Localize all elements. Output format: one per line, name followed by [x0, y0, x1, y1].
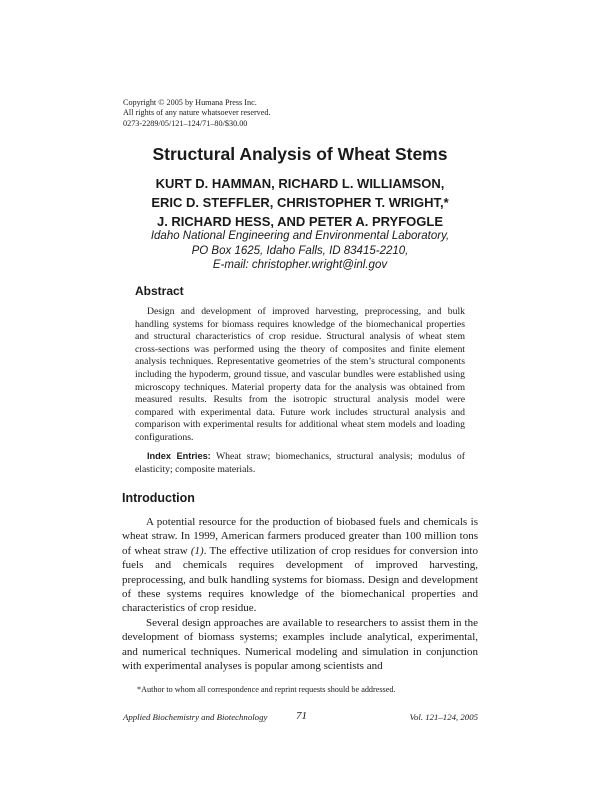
- index-entries: [135, 450, 465, 476]
- paper-title: Structural Analysis of Wheat Stems: [152, 144, 448, 164]
- author-list: [0, 174, 600, 231]
- intro-paragraph-2: Several design approaches are available to researchers to assist them in the development of biomass systems; examples include analytical, experimental, and numerical techniques. Numerical modeling and simulation in conjunction with experimental analyses is popular among scientists and: [122, 616, 478, 673]
- reference-1: (1): [190, 544, 204, 557]
- index-entries-label: Index Entries:: [147, 451, 211, 461]
- abstract-text: Design and development of improved harvesting, preprocessing, and bulk handling systems for biomass requires knowledge of the biomechanical properties and structural characteristics of crop residue. Structural analysis of wheat stem cross-sections was performed using the theory of composites and finite element analysis techniques. Representative geometries of the stem’s structural components including the hypoderm, ground tissue, and vascular bundles were established using microscopy techniques. Material property data for the analysis was obtained from measured results. Results from the isotropic structural analysis model were compared with experimental data. Future work includes structural analysis and comparison with experimental results for additional wheat stem models and loading configurations.: [135, 306, 465, 443]
- copyright-block: [123, 98, 271, 129]
- affiliation: [0, 229, 600, 273]
- correspondence-footnote: *Author to whom all correspondence and reprint requests should be addressed.: [137, 685, 396, 694]
- intro-p1-start: A potential resource for the production of biobased fuels and chemicals is wheat straw. In 1999, American farmers produced greater than 100 million tons of wheat straw: [122, 516, 478, 557]
- page-number: 71: [296, 710, 307, 722]
- introduction-heading: Introduction: [122, 491, 195, 505]
- volume-info: Vol. 121–124, 2005: [409, 712, 478, 722]
- author-line-1: KURT D. HAMMAN, RICHARD L. WILLIAMSON,: [155, 176, 445, 191]
- author-line-2: ERIC D. STEFFLER, CHRISTOPHER T. WRIGHT,*: [151, 195, 449, 210]
- index-entries-text: Wheat straw; biomechanics, structural analysis; modulus of elasticity; composite materials.: [135, 451, 465, 475]
- rights-line: All rights of any nature whatsoever reserved.: [123, 108, 271, 118]
- copyright-line: Copyright © 2005 by Humana Press Inc.: [123, 98, 257, 107]
- affiliation-line-1: Idaho National Engineering and Environmental Laboratory,: [150, 230, 450, 242]
- affiliation-email: E-mail: christopher.wright@inl.gov: [212, 259, 388, 271]
- abstract-heading: Abstract: [135, 284, 184, 298]
- introduction-body: [122, 515, 478, 673]
- author-line-3: J. RICHARD HESS, AND PETER A. PRYFOGLE: [156, 214, 444, 229]
- intro-paragraph-1: [122, 515, 478, 616]
- intro-p1-end: . The effective utilization of crop residues for conversion into fuels and chemicals requires development of improved harvesting, preprocessing, and bulk handling systems for biomass. Design and development of these systems requires knowledge of the biomechanical properties and characteristics of crop residue.: [122, 544, 478, 615]
- affiliation-line-2: PO Box 1625, Idaho Falls, ID 83415-2210,: [191, 244, 409, 257]
- journal-name: Applied Biochemistry and Biotechnology: [123, 712, 268, 722]
- article-code: 0273-2289/05/121–124/71–80/$30.00: [123, 118, 248, 128]
